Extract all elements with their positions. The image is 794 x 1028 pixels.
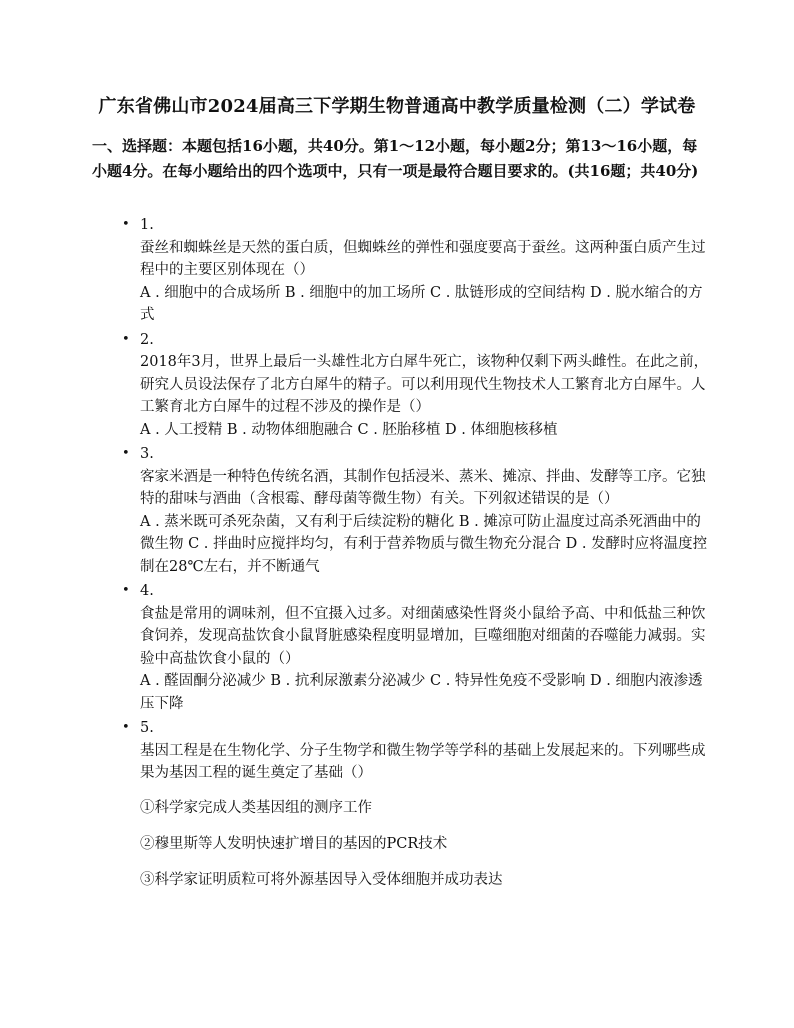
question-list (122, 214, 710, 905)
question-options: A . 蒸米既可杀死杂菌，又有利于后续淀粉的糖化 B . 摊凉可防止温度过高杀死酒曲中的微生物 C . 拌曲时应搅拌均匀，有利于营养物质与微生物充分混合 D . 发酵时应将温度控制在28℃左右，并不断通气 (140, 513, 708, 575)
question-options: A . 人工授精 B . 动物体细胞融合 C . 胚胎移植 D . 体细胞核移植 (140, 421, 558, 438)
bullet-icon: • (122, 331, 130, 347)
statement-item: ①科学家完成人类基因组的测序工作 (140, 799, 372, 816)
statement-item: ②穆里斯等人发明快速扩增目的基因的PCR技术 (140, 835, 448, 852)
statement-list (140, 797, 710, 891)
question-stem: 2018年3月，世界上最后一头雄性北方白犀牛死亡，该物种仅剩下两头雌性。在此之前，研究人员设法保存了北方白犀牛的精子。可以利用现代生物技术人工繁育北方白犀牛。人工繁育北方白犀牛的过程不涉及的操作是（） (140, 354, 709, 415)
question-number: 2. (140, 331, 154, 348)
question-stem: 蚕丝和蜘蛛丝是天然的蛋白质，但蜘蛛丝的弹性和强度要高于蚕丝。这两种蛋白质产生过程中的主要区别体现在（） (140, 239, 706, 278)
question-stem: 食盐是常用的调味剂，但不宜摄入过多。对细菌感染性肾炎小鼠给予高、中和低盐三种饮食饲养，发现高盐饮食小鼠肾脏感染程度明显增加，巨噬细胞对细菌的吞噬能力减弱。实验中高盐饮食小鼠的（） (140, 605, 706, 667)
question-number: 3. (140, 446, 154, 462)
question-5 (122, 717, 710, 891)
question-number: 5. (140, 720, 154, 736)
statement-item: ③科学家证明质粒可将外源基因导入受体细胞并成功表达 (140, 871, 503, 888)
question-number: 4. (140, 583, 154, 599)
bullet-icon: • (122, 720, 130, 735)
bullet-icon: • (122, 217, 130, 232)
bullet-icon: • (122, 583, 130, 598)
bullet-icon: • (122, 446, 130, 461)
question-stem: 基因工程是在生物化学、分子生物学和微生物学等学科的基础上发展起来的。下列哪些成果为基因工程的诞生奠定了基础（） (140, 742, 706, 781)
question-stem: 客家米酒是一种特色传统名酒，其制作包括浸米、蒸米、摊凉、拌曲、发酵等工序。它独特的甜味与酒曲（含根霉、酵母菌等微生物）有关。下列叙述错误的是（） (140, 468, 706, 507)
question-4 (122, 580, 710, 715)
question-3 (122, 443, 710, 578)
question-2 (122, 329, 710, 442)
question-1 (122, 214, 710, 327)
section-header: 一、选择题：本题包括16小题，共40分。第1～12小题，每小题2分；第13～16小题，每小题4分。在每小题给出的四个选项中，只有一项是最符合题目要求的。(共16题；共40分) (92, 137, 699, 180)
question-number: 1. (140, 217, 154, 233)
question-options: A . 醛固酮分泌减少 B . 抗利尿激素分泌减少 C . 特异性免疫不受影响 D . 细胞内液渗透压下降 (140, 673, 703, 712)
question-options: A . 细胞中的合成场所 B . 细胞中的加工场所 C . 肽链形成的空间结构 D . 脱水缩合的方式 (140, 284, 703, 323)
document-title: 广东省佛山市2024届高三下学期生物普通高中教学质量检测（二）学试卷 (98, 96, 696, 117)
